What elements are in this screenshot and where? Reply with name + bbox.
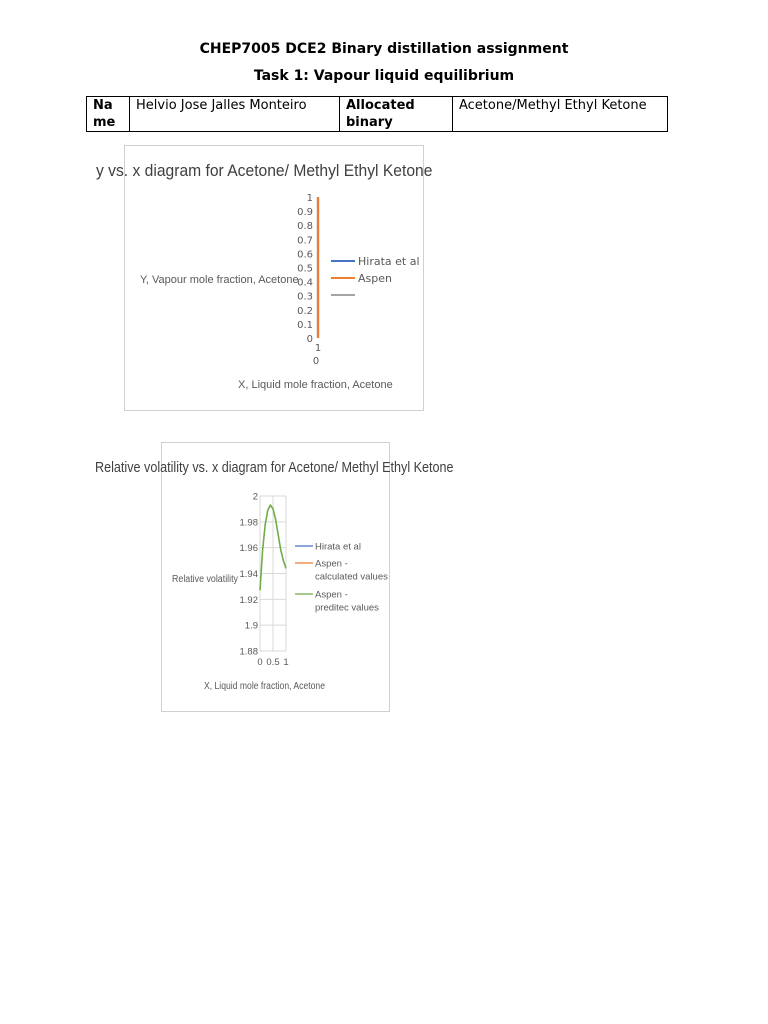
rv-chart-xlabel: X, Liquid mole fraction, Acetone [204, 681, 326, 692]
yx-y-tick-label: 0.8 [297, 221, 313, 233]
yx-y-tick-label: 0.4 [297, 277, 313, 289]
rv-y-tick-label: 1.92 [239, 594, 258, 606]
yx-y-tick-label: 0.6 [297, 249, 313, 261]
rv-x-tick-label: 0.5 [266, 657, 280, 668]
rv-chart-ylabel: Relative volatility [172, 574, 238, 585]
yx-y-tick-label: 0.9 [297, 207, 313, 219]
rv-chart-title: Relative volatility vs. x diagram for Acetone/ Methyl Ethyl Ketone [95, 459, 454, 476]
yx-y-tick-label: 0.3 [297, 291, 313, 303]
yx-legend-label: Hirata et al [358, 255, 420, 268]
rv-legend-label: Hirata et al [315, 541, 361, 553]
binary-label-cell: Allocated binary [340, 97, 453, 132]
table-row [87, 97, 668, 132]
rv-chart-frame [161, 442, 390, 712]
document-title: CHEP7005 DCE2 Binary distillation assignment [199, 41, 569, 57]
yx-x-tick-label: 0 [312, 356, 320, 367]
rv-y-tick-label: 1.96 [239, 543, 258, 555]
rv-legend-label: Aspen - [315, 589, 348, 601]
yx-x-tick-label: 1 [314, 343, 322, 354]
name-value-cell: Helvio Jose Jalles Monteiro [130, 97, 340, 132]
rv-y-tick-label: 1.9 [244, 620, 258, 632]
rv-y-tick-label: 1.88 [239, 646, 258, 658]
yx-y-tick-label: 0.7 [297, 235, 313, 247]
yx-y-tick-label: 0 [306, 334, 313, 345]
yx-y-tick-label: 1 [306, 193, 313, 204]
yx-y-tick-label: 0.1 [297, 319, 313, 331]
rv-y-tick-label: 1.98 [239, 517, 258, 529]
student-info-table [86, 96, 668, 132]
rv-legend-label: Aspen - [315, 558, 348, 570]
yx-chart-frame [124, 145, 424, 411]
rv-y-tick-label: 2 [252, 491, 258, 503]
rv-y-tick-label: 1.94 [239, 569, 258, 580]
yx-chart-xlabel: X, Liquid mole fraction, Acetone [238, 379, 393, 391]
task-heading: Task 1: Vapour liquid equilibrium [253, 68, 515, 84]
rv-x-tick-label: 0 [257, 657, 263, 668]
name-label-cell: Na me [87, 97, 130, 132]
binary-value-cell: Acetone/Methyl Ethyl Ketone [453, 97, 668, 132]
yx-chart-title: y vs. x diagram for Acetone/ Methyl Ethyl Ketone [96, 161, 433, 180]
rv-legend-label: calculated values [315, 571, 388, 583]
rv-legend-label: preditec values [315, 602, 379, 614]
yx-legend-label: Aspen [358, 272, 392, 285]
yx-y-tick-label: 0.5 [297, 263, 313, 275]
yx-y-tick-label: 0.2 [297, 305, 313, 317]
yx-chart-ylabel: Y, Vapour mole fraction, Acetone [140, 274, 299, 286]
rv-x-tick-label: 1 [283, 657, 289, 668]
